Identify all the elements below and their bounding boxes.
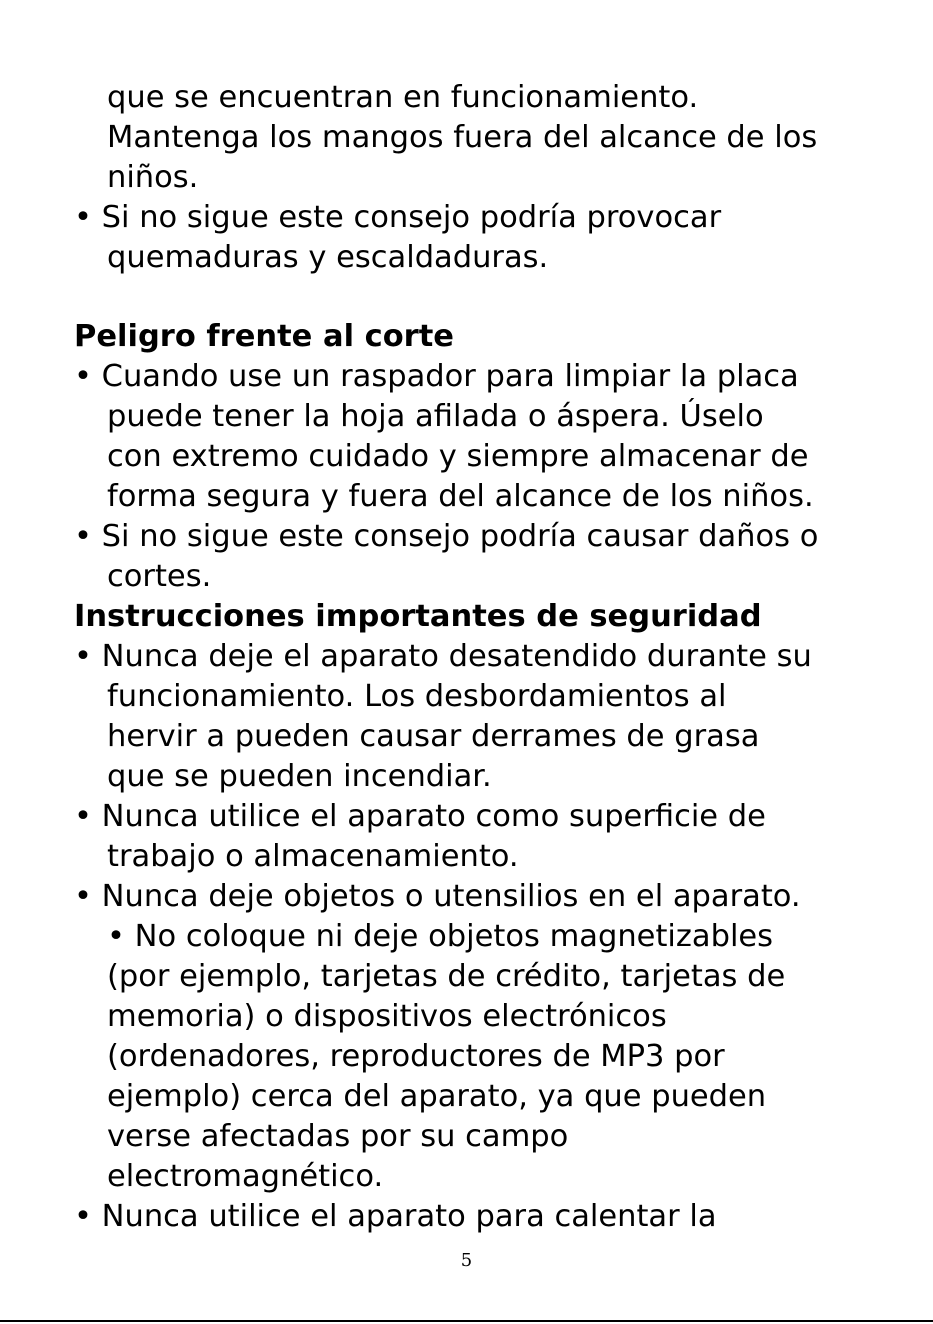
bullet-line: • Nunca utilice el aparato para calentar la <box>74 1199 717 1234</box>
text-line: (ordenadores, reproductores de MP3 por <box>107 1039 725 1074</box>
text-line: Mantenga los mangos fuera del alcance de los <box>107 120 818 155</box>
page-number: 5 <box>460 1250 473 1271</box>
text-line: niños. <box>107 160 199 195</box>
text-line: cortes. <box>107 559 212 594</box>
bullet-line: • Cuando use un raspador para limpiar la placa <box>74 359 799 394</box>
section-heading-cut: Peligro frente al corte <box>74 319 454 354</box>
bullet-line: • No coloque ni deje objetos magnetizables <box>107 919 774 954</box>
text-line: hervir a pueden causar derrames de grasa <box>107 719 760 754</box>
text-line: electromagnético. <box>107 1159 384 1194</box>
bullet-line: • Si no sigue este consejo podría causar daños o <box>74 519 819 554</box>
text-line: que se pueden incendiar. <box>107 759 492 794</box>
bullet-line: • Nunca deje el aparato desatendido durante su <box>74 639 812 674</box>
text-line: verse afectadas por su campo <box>107 1119 569 1154</box>
text-line: que se encuentran en funcionamiento. <box>107 80 699 115</box>
text-line: (por ejemplo, tarjetas de crédito, tarjetas de <box>107 959 786 994</box>
text-line: trabajo o almacenamiento. <box>107 839 519 874</box>
text-line: memoria) o dispositivos electrónicos <box>107 999 667 1034</box>
text-line: ejemplo) cerca del aparato, ya que pueden <box>107 1079 767 1114</box>
bullet-line: • Si no sigue este consejo podría provocar <box>74 200 722 235</box>
bullet-line: • Nunca deje objetos o utensilios en el aparato. <box>74 879 801 914</box>
bullet-line: • Nunca utilice el aparato como superficie de <box>74 799 766 834</box>
text-line: con extremo cuidado y siempre almacenar de <box>107 439 809 474</box>
page-bottom-rule <box>0 1320 933 1322</box>
text-line: quemaduras y escaldaduras. <box>107 240 549 275</box>
section-heading-safety: Instrucciones importantes de seguridad <box>74 599 762 634</box>
text-line: forma segura y fuera del alcance de los niños. <box>107 479 814 514</box>
text-line: funcionamiento. Los desbordamientos al <box>107 679 727 714</box>
text-line: puede tener la hoja afilada o áspera. Úselo <box>107 399 764 434</box>
